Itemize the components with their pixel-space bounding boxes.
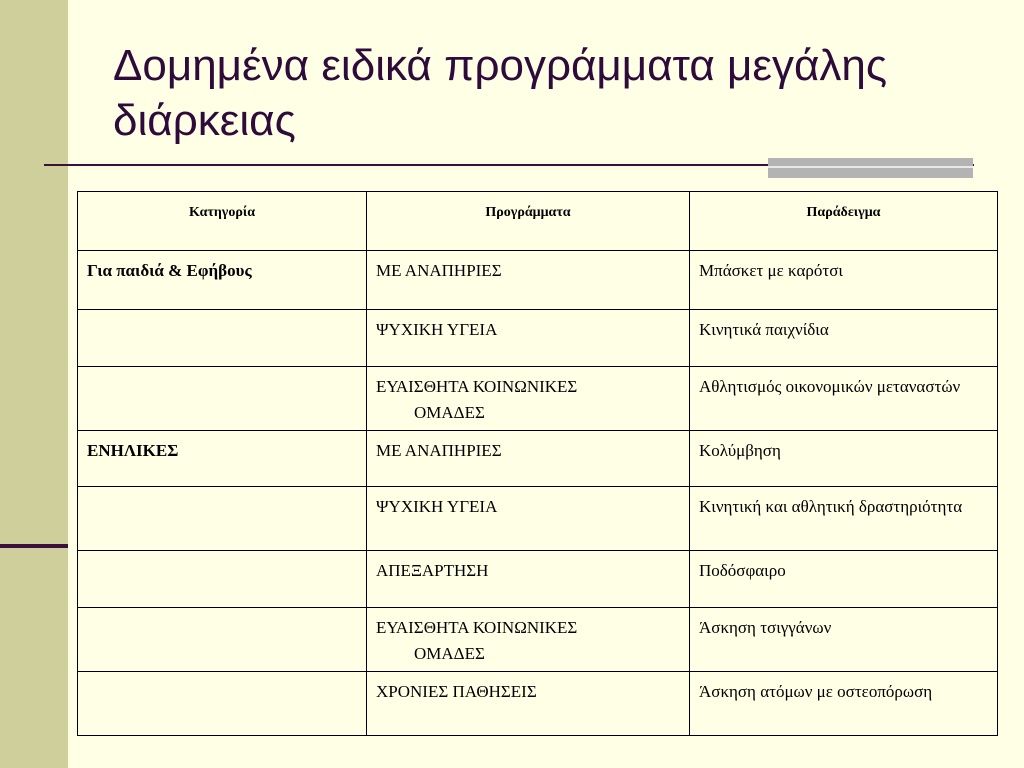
example-cell: Άσκηση τσιγγάνων — [690, 608, 998, 672]
example-cell: Κινητική και αθλητική δραστηριότητα — [690, 487, 998, 551]
table-row — [78, 608, 998, 672]
example-cell: Άσκηση ατόμων με οστεοπόρωση — [690, 672, 998, 736]
programs-table — [77, 191, 998, 736]
column-header-example: Παράδειγμα — [690, 192, 998, 251]
table-header-row — [78, 192, 998, 251]
program-text: ΧΡΟΝΙΕΣ ΠΑΘΗΣΕΙΣ — [376, 682, 537, 701]
example-cell: Κολύμβηση — [690, 431, 998, 487]
sidebar-marker — [0, 544, 68, 548]
example-cell: Ποδόσφαιρο — [690, 551, 998, 608]
category-cell — [78, 487, 367, 551]
example-cell: Αθλητισμός οικονομικών μεταναστών — [690, 367, 998, 431]
program-text-cont: ΟΜΑΔΕΣ — [414, 403, 485, 422]
program-cell — [367, 551, 690, 608]
title-accent-bar — [768, 158, 973, 178]
program-cell — [367, 431, 690, 487]
column-header-category: Κατηγορία — [78, 192, 367, 251]
program-cell — [367, 251, 690, 310]
category-cell — [78, 672, 367, 736]
slide-title: Δομημένα ειδικά προγράμματα μεγάλης διάρκειας — [113, 41, 888, 145]
example-cell: Μπάσκετ με καρότσι — [690, 251, 998, 310]
table-row — [78, 310, 998, 367]
program-text: ΨΥΧΙΚΗ ΥΓΕΙΑ — [376, 497, 498, 516]
program-text: ΜΕ ΑΝΑΠΗΡΙΕΣ — [376, 261, 502, 280]
program-cell — [367, 672, 690, 736]
table-row — [78, 251, 998, 310]
category-cell — [78, 367, 367, 431]
category-cell — [78, 551, 367, 608]
title-accent-highlight — [768, 166, 973, 168]
category-cell — [78, 310, 367, 367]
table-row — [78, 551, 998, 608]
table-row — [78, 672, 998, 736]
column-header-programs: Προγράμματα — [367, 192, 690, 251]
program-text: ΨΥΧΙΚΗ ΥΓΕΙΑ — [376, 320, 498, 339]
program-text: ΕΥΑΙΣΘΗΤΑ ΚΟΙΝΩΝΙΚΕΣ — [376, 377, 578, 396]
program-cell — [367, 367, 690, 431]
program-text: ΕΥΑΙΣΘΗΤΑ ΚΟΙΝΩΝΙΚΕΣ — [376, 618, 578, 637]
program-cell — [367, 608, 690, 672]
example-cell: Κινητικά παιχνίδια — [690, 310, 998, 367]
program-text: ΑΠΕΞΑΡΤΗΣΗ — [376, 561, 489, 580]
table-row — [78, 367, 998, 431]
category-cell — [78, 608, 367, 672]
table-row — [78, 487, 998, 551]
sidebar-band — [0, 0, 68, 768]
program-cell — [367, 487, 690, 551]
program-text: ΜΕ ΑΝΑΠΗΡΙΕΣ — [376, 441, 502, 460]
category-cell: ΕΝΗΛΙΚΕΣ — [78, 431, 367, 487]
category-cell: Για παιδιά & Εφήβους — [78, 251, 367, 310]
table-row — [78, 431, 998, 487]
program-text-cont: ΟΜΑΔΕΣ — [414, 644, 485, 663]
program-cell — [367, 310, 690, 367]
